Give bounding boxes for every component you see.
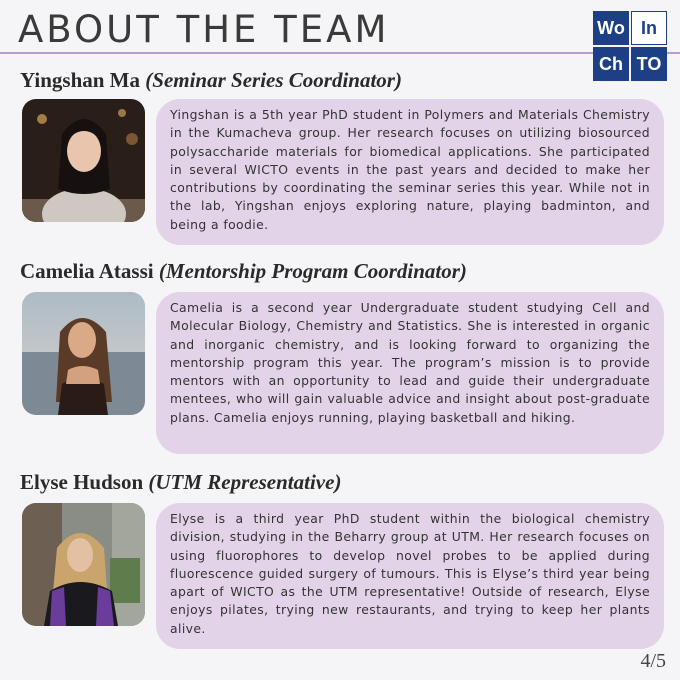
member-name: Elyse Hudson [20,470,144,494]
member-role: (UTM Representative) [148,470,342,494]
member-heading-camelia [20,259,467,284]
page-title: ABOUT THE TEAM [18,8,390,51]
member-bio-camelia: Camelia is a second year Undergraduate student studying Cell and Molecular Biology, Chemistry and Statistics. She is interested in organic and inorganic chemistry, and is looking forward to organizing the mentorship program this year. The program’s mission is to provide mentors with an opportunity to lead and guide their undergraduate mentees, who will gain valuable advice and insight about post-graduate plans. Camelia enjoys running, playing basketball and hiking. [156,292,664,454]
title-divider [0,52,680,54]
wicto-logo [593,11,667,81]
logo-cell-to: TO [631,47,667,81]
member-photo-yingshan [22,99,145,222]
member-heading-elyse [20,470,341,495]
member-photo-elyse [22,503,145,626]
member-name: Camelia Atassi [20,259,154,283]
member-role: (Mentorship Program Coordinator) [158,259,467,283]
member-heading-yingshan [20,68,402,93]
logo-cell-wo: Wo [593,11,629,45]
member-name: Yingshan Ma [20,68,141,92]
logo-cell-in: In [631,11,667,45]
member-bio-elyse: Elyse is a third year PhD student within the biological chemistry division, studying in the Beharry group at UTM. Her research focuses on using fluorophores to develop novel probes to be applied during fluorescence guided surgery of tumours. This is Elyse’s third year being apart of WICTO as the UTM representative! Outside of research, Elyse enjoys pilates, trying new restaurants, and trying to keep her plants alive. [156,503,664,649]
member-bio-yingshan: Yingshan is a 5th year PhD student in Polymers and Materials Chemistry in the Kumacheva group. Her research focuses on utilizing biosourced polysaccharide materials for biomedical applications. She participated in several WICTO events in the past years and decided to make her contributions by coordinating the seminar series this year. While not in the lab, Yingshan enjoys exploring nature, playing badminton, and being a foodie. [156,99,664,245]
page-number: 4/5 [640,650,666,672]
logo-cell-ch: Ch [593,47,629,81]
member-role: (Seminar Series Coordinator) [145,68,402,92]
member-photo-camelia [22,292,145,415]
